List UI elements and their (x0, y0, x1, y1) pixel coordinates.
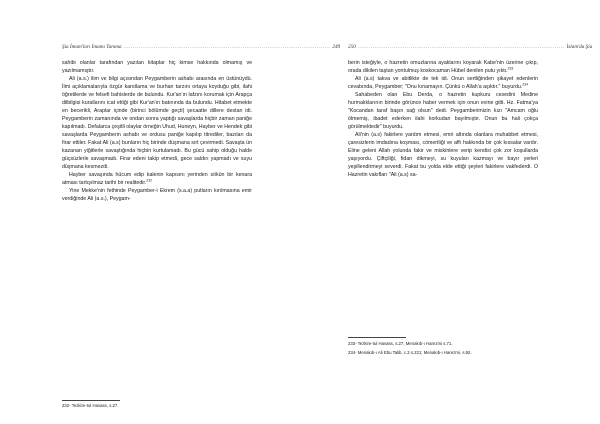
paragraph: Sahabeden olan Ebu Derda, o hazretin kupkuru cesedini Medine hurmalıklarının birinde görünce haber vermek için onun evine gitti. Hz. Fatma'ya "Kocandan taraf başın sağ olsun" dedi. Peygamberimizin kızı "Amcam oğlu ölmemiş, ibadet ederken ilahi korkudan bayılmıştır. Onun bu hali çokça görülmektedir" buyurdu. (348, 92, 538, 130)
right-running-header (348, 44, 593, 51)
footnote-separator (348, 337, 406, 338)
right-page-number: 250 (348, 44, 356, 50)
footnote-marker: 232 (146, 178, 152, 183)
left-header-title: Şia İmam'ları İmamı Tanıma (62, 44, 122, 50)
left-body-text (62, 59, 252, 203)
left-page-number: 249 (332, 44, 341, 50)
paragraph: Yine Mekke'nin fethinde Peygamber-i Ekrem (s.a.a) putların kırılmasına emir verdiğinde Ali (a.s.), Peygam- (62, 188, 252, 202)
leader-dots: ............................................................................................................. (357, 44, 565, 50)
footnote: 234- Menakıb-ı Ali Ebu Talib, c.3 s.221; Menakıb-ı Harezmi, s.92. (348, 350, 472, 355)
footnote-marker: 233 (507, 66, 514, 71)
right-header-title: İslam'da Şia (566, 44, 593, 50)
right-page (300, 0, 600, 424)
footnote-marker: 234 (522, 82, 528, 87)
left-running-header (62, 44, 341, 51)
paragraph: Ali'nin (a.s) fakirlere yardım etmesi, emri altında olanlara muhabbet etmesi, çaresizlerin imdadına koşması, cömertliği ve affı hakkında bir çok kıssalar vardır. Eline geleni Allah yolunda fakir ve miskinlere verip kendisi çok zor koşullarda yaşıyordu. Çiftçiliği, fidan dikmeyi, su kuyuları kazmayı ve bayır yerleri yeşillendirmeyi severdi. Fakat bu yolda elde ettiği şeyleri fakirlere vakfederdi. O Hazretin vakıfları "Ali (a.s) sa- (348, 132, 538, 178)
leader-dots: ............................................................................................................. (123, 44, 331, 50)
footnote: 233- Tezkire-tul Havass, s.27; Menakıb-ı Harezmi s.71. (348, 341, 453, 346)
paragraph: Hayber savaşında hücum edip kalenin kapısını yerinden sökün bir kenara atması tartışılmaz tarihi bir realitedir.$^{232}$ (62, 172, 252, 186)
footnote-separator (62, 400, 120, 401)
paragraph: Ali (a.s) takva ve abitlikte de tek idi. Onun sertliğinden şikayet edenlerin cevabında, Peygamber; "Onu kınamayın. Çünkü o Allah'a aşıktır." buyurdu.$^{234}$ (348, 76, 538, 90)
paragraph: sahibi olanlar tarafından yazılan kitaplar hiç kimse hakkında olmamış ve yazılmamıştır. (62, 60, 252, 74)
right-body-text (348, 59, 538, 179)
paragraph: Ali (a.s.) ilim ve bilgi açısından Peygamberin ashabı arasında en üstünüydü. İlmi açıklamalarıyla özgür kanıtlama ve burhan tarzını ortaya koyduğu gibi, ilahi öğretilerde ve felsefi bahislerde de bulundu. Kur'an'ın lafzını korumak için Arapça dilbilgisi kurallarını icat ettiği gibi Kur'an'ın batınında da bulundu. Hitabet etmekte en becerikli, Araplar içinde (birinci bölümde geçti) şecaatte dillere destan idi. Peygamberin zamanında ve ondan sonra yaptığı savaşlarda hiçbir zaman paniğe kapılmadı. Defalarca çeşitli olaylar örneğin Uhud, Huneyn, Hayber ve Hendek gibi savaşlarda Peygamberin ashabı ve ordusu paniğe kapılıp titrediler, bazıları da firar ettiler. Fakat Ali (a.s) bunların hiç birinde düşmana sırt çevirmedi. Savaşta ün kazanan yiğitlerle savaştığında hiçbiri kurtulamadı. Bu gücü sahip olduğu halde güçsüzlerle savaşmadı. Firar edeni takip etmedi, gece saldırı yapmadı ve suyu düşmana kesmezdi. (62, 76, 252, 170)
footnote: 232- Tezkire-tul Havass, s.27. (62, 403, 119, 408)
paragraph: berin isteğiyle, o hazretin omuzlarına ayaklarını koyarak Kabe'nin üzerine çıkıp, orada dikilen taştan yontulmuş koskocaman Hübel denilen putu yıktı.$^{233}$ (348, 60, 538, 74)
